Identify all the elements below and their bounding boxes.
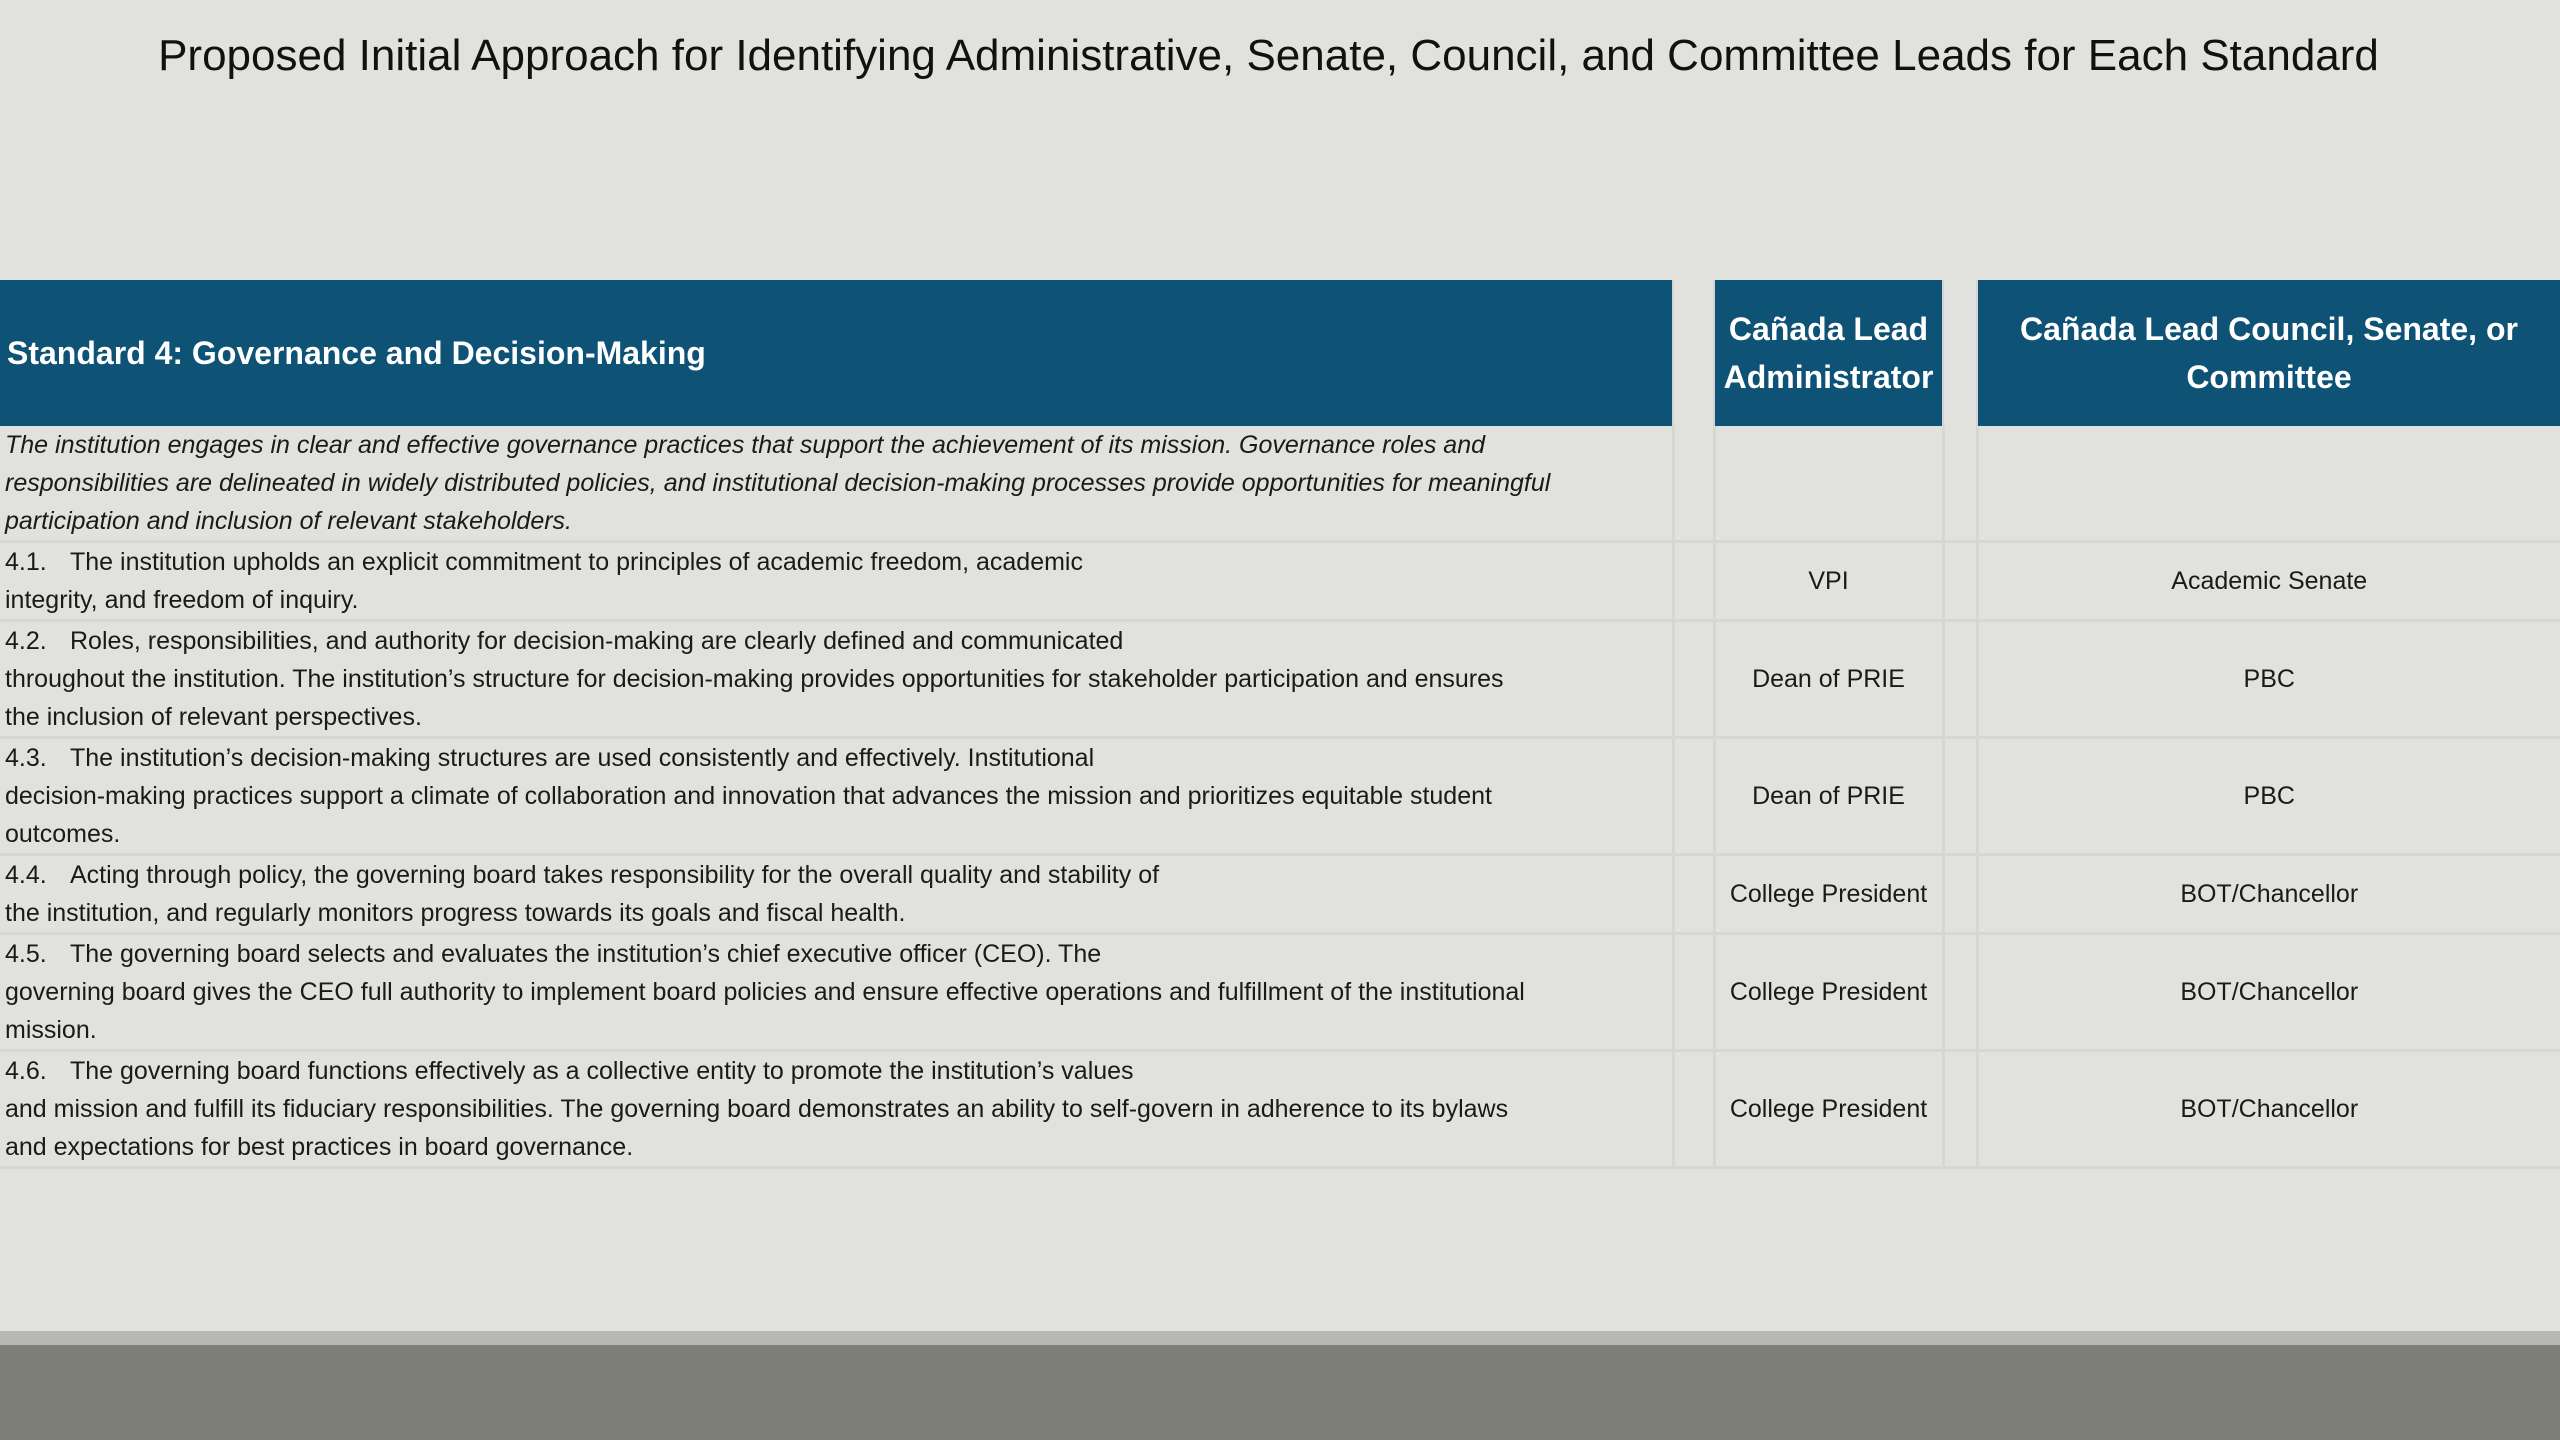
standard-text-line2: integrity, and freedom of inquiry. xyxy=(5,586,359,614)
standard-text-line3: mission. xyxy=(5,1016,97,1044)
standard-text-line1: Acting through policy, the governing board takes responsibility for the overall quality and stability of xyxy=(70,861,1160,889)
standard-text-line2: governing board gives the CEO full authority to implement board policies and ensure effective operations and fulfillment of the institutional xyxy=(5,978,1525,1006)
standard-text-line1: The governing board functions effectively as a collective entity to promote the institution’s values xyxy=(70,1057,1134,1085)
standard-text-line2: the institution, and regularly monitors progress towards its goals and fiscal health. xyxy=(5,899,906,927)
standard-description xyxy=(0,621,1673,738)
standard-text-line3: and expectations for best practices in board governance. xyxy=(5,1133,634,1161)
lead-council: BOT/Chancellor xyxy=(1977,855,2560,934)
standard-text-line3: the inclusion of relevant perspectives. xyxy=(5,703,422,731)
administrator-header-line2: Administrator xyxy=(1723,359,1934,395)
council-header xyxy=(1977,280,2560,426)
lead-administrator: College President xyxy=(1714,934,1943,1051)
standard-rows xyxy=(0,542,2560,1168)
slide-title: Proposed Initial Approach for Identifying Administrative, Senate, Council, and Committee Leads for Each Standard xyxy=(158,31,2379,80)
table-header-row xyxy=(0,280,2560,426)
footer-bar xyxy=(0,1345,2560,1440)
standard-number: 4.6. xyxy=(5,1057,47,1085)
lead-administrator: College President xyxy=(1714,1051,1943,1168)
standard-text-line1: Roles, responsibilities, and authority for decision-making are clearly defined and communicated xyxy=(70,627,1124,655)
header-spacer xyxy=(1673,280,1714,426)
header-spacer xyxy=(1943,280,1977,426)
lead-council: PBC xyxy=(1977,621,2560,738)
table-row xyxy=(0,621,2560,738)
standard-text-line2: decision-making practices support a climate of collaboration and innovation that advances the mission and prioritizes equitable student xyxy=(5,782,1492,810)
standard-number: 4.2. xyxy=(5,627,47,655)
intro-text xyxy=(0,426,1673,542)
council-header-line1: Cañada Lead Council, Senate, or xyxy=(2020,311,2518,347)
table-row xyxy=(0,1051,2560,1168)
administrator-header-line1: Cañada Lead xyxy=(1728,311,1929,347)
lead-administrator: Dean of PRIE xyxy=(1714,738,1943,855)
table-row xyxy=(0,738,2560,855)
lead-council: BOT/Chancellor xyxy=(1977,934,2560,1051)
lead-administrator: VPI xyxy=(1714,542,1943,621)
standard-text-line3: outcomes. xyxy=(5,820,121,848)
standard-text-line2: and mission and fulfill its fiduciary responsibilities. The governing board demonstrates an ability to self-govern in adherence to its bylaws xyxy=(5,1095,1509,1123)
lead-council: Academic Senate xyxy=(1977,542,2560,621)
standard-number: 4.3. xyxy=(5,744,47,772)
lead-administrator: Dean of PRIE xyxy=(1714,621,1943,738)
standard-description xyxy=(0,1051,1673,1168)
standard-text-line1: The governing board selects and evaluates the institution’s chief executive officer (CEO). The xyxy=(70,940,1102,968)
standard-text-line1: The institution upholds an explicit commitment to principles of academic freedom, academic xyxy=(70,548,1083,576)
footer-divider xyxy=(0,1331,2560,1345)
intro-line1: The institution engages in clear and effective governance practices that support the achievement of its mission. Governance roles and xyxy=(5,431,1486,459)
lead-council: PBC xyxy=(1977,738,2560,855)
standard-description xyxy=(0,738,1673,855)
standard-number: 4.5. xyxy=(5,940,47,968)
administrator-header xyxy=(1714,280,1943,426)
intro-line2: responsibilities are delineated in widely distributed policies, and institutional decision-making processes provide opportunities for meaningful xyxy=(5,469,1551,497)
standard-number: 4.1. xyxy=(5,548,47,576)
table-row xyxy=(0,934,2560,1051)
standards-table xyxy=(0,280,2560,1169)
intro-row xyxy=(0,426,2560,542)
standard-description xyxy=(0,855,1673,934)
standard-description xyxy=(0,934,1673,1051)
table-row xyxy=(0,542,2560,621)
table-row xyxy=(0,855,2560,934)
lead-council: BOT/Chancellor xyxy=(1977,1051,2560,1168)
standard-header: Standard 4: Governance and Decision-Making xyxy=(0,280,1673,426)
standard-text-line2: throughout the institution. The institution’s structure for decision-making provides opportunities for stakeholder participation and ensures xyxy=(5,665,1504,693)
standard-number: 4.4. xyxy=(5,861,47,889)
standard-text-line1: The institution’s decision-making structures are used consistently and effectively. Institutional xyxy=(70,744,1095,772)
lead-administrator: College President xyxy=(1714,855,1943,934)
council-header-line2: Committee xyxy=(2186,359,2352,395)
intro-line3: participation and inclusion of relevant stakeholders. xyxy=(5,507,573,535)
standard-description xyxy=(0,542,1673,621)
